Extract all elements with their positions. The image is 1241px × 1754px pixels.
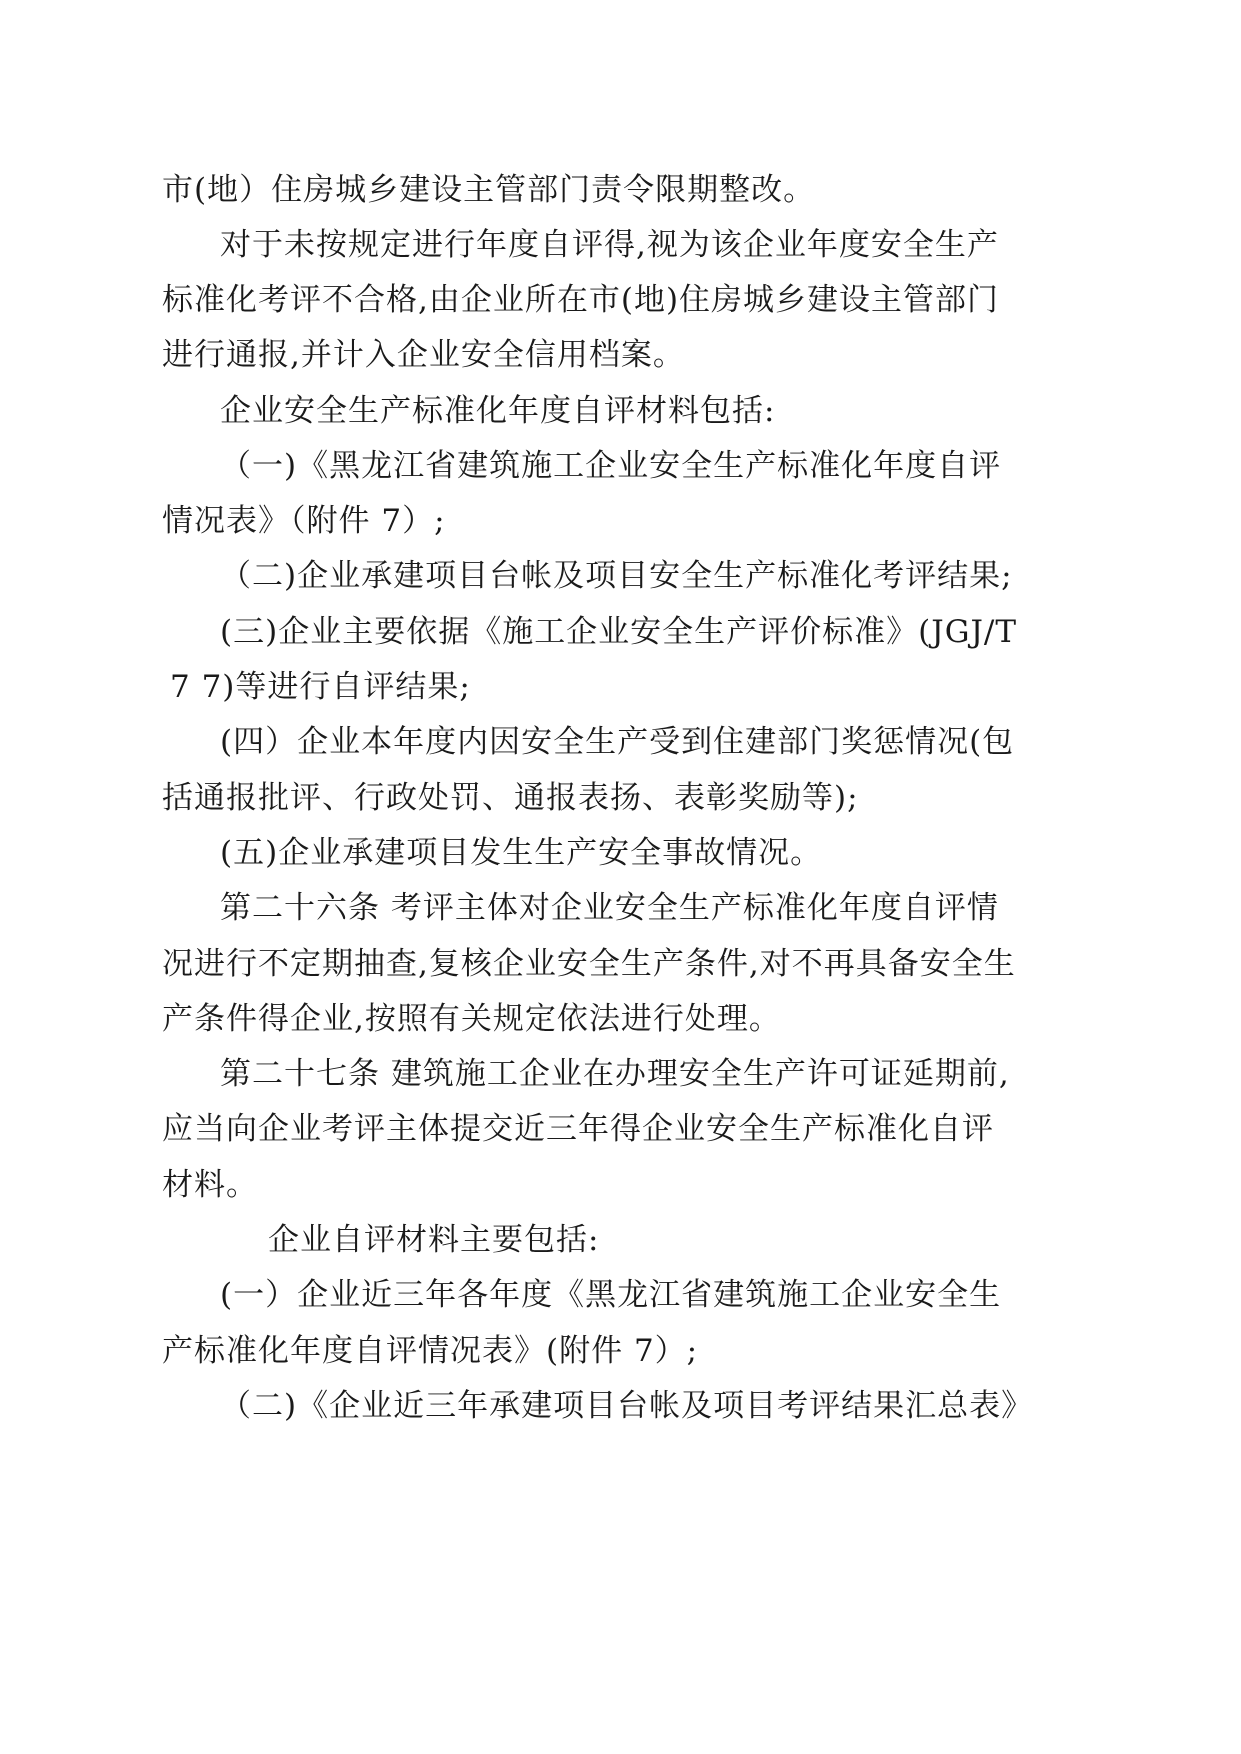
text-line-12: 括通报批评、行政处罚、通报表扬、表彰奖励等); (162, 780, 859, 816)
text-line-18: 应当向企业考评主体提交近三年得企业安全生产标准化自评 (162, 1111, 994, 1147)
text-line-9: (三)企业主要依据《施工企业安全生产评价标准》(JGJ/T (220, 614, 1018, 650)
text-line-4: 进行通报,并计入企业安全信用档案。 (162, 337, 685, 373)
text-line-11: (四）企业本年度内因安全生产受到住建部门奖惩情况(包 (220, 724, 1015, 760)
text-line-16: 产条件得企业,按照有关规定依法进行处理。 (162, 1001, 781, 1037)
text-line-7: 情况表》（附件 7）; (162, 503, 446, 539)
text-line-1: 市(地）住房城乡建设主管部门责令限期整改。 (162, 172, 816, 208)
text-line-13: (五)企业承建项目发生生产安全事故情况。 (220, 835, 823, 871)
text-line-2: 对于未按规定进行年度自评得,视为该企业年度安全生产 (220, 227, 999, 263)
text-line-3: 标准化考评不合格,由企业所在市(地)住房城乡建设主管部门 (162, 282, 1000, 318)
text-line-23: （二)《企业近三年承建项目台帐及项目考评结果汇总表》 (220, 1388, 1034, 1424)
text-line-6: （一)《黑龙江省建筑施工企业安全生产标准化年度自评 (220, 448, 1002, 484)
text-line-21: (一）企业近三年各年度《黑龙江省建筑施工企业安全生 (220, 1277, 1002, 1313)
text-line-19: 材料。 (162, 1167, 258, 1203)
text-line-5: 企业安全生产标准化年度自评材料包括: (220, 393, 776, 429)
text-line-20: 企业自评材料主要包括: (268, 1222, 600, 1258)
text-line-22: 产标准化年度自评情况表》(附件 7）; (162, 1333, 699, 1369)
text-line-15: 况进行不定期抽查,复核企业安全生产条件,对不再具备安全生 (162, 946, 1016, 982)
text-line-17: 第二十七条 建筑施工企业在办理安全生产许可证延期前, (220, 1056, 1010, 1092)
text-line-10: 7 7)等进行自评结果; (170, 669, 471, 705)
text-line-8: （二)企业承建项目台帐及项目安全生产标准化考评结果; (220, 558, 1013, 594)
text-line-14: 第二十六条 考评主体对企业安全生产标准化年度自评情 (220, 890, 999, 926)
